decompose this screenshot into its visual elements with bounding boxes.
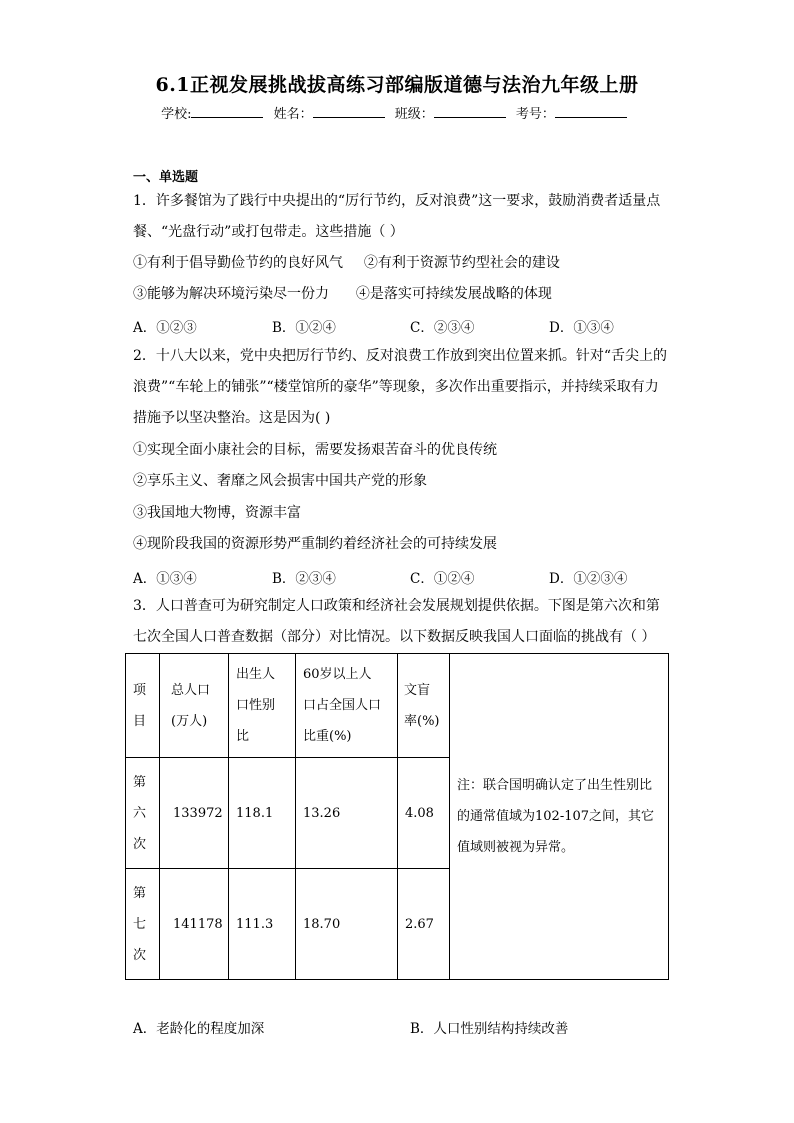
table-cell: 118.1	[229, 758, 296, 869]
table-header-row	[126, 654, 669, 758]
table-note: 注：联合国明确认定了出生性别比的通常值域为102-107之间，其它值域则被视为异常。	[450, 654, 669, 980]
number-blank[interactable]	[555, 104, 627, 118]
q1-item-row1	[133, 253, 560, 273]
q3-option-b[interactable]: B．人口性别结构持续改善	[410, 1021, 569, 1037]
table-cell: 2.67	[398, 869, 450, 980]
q2-item2: ②享乐主义、奢靡之风会损害中国共产党的形象	[133, 473, 427, 489]
q1-option-b[interactable]: B．①②④	[272, 320, 336, 336]
q1-option-d[interactable]: D．①③④	[549, 320, 614, 336]
table-header-cell: 项 目	[126, 654, 160, 758]
table-cell: 13.26	[296, 758, 398, 869]
table-cell: 141178	[160, 869, 229, 980]
table-cell: 111.3	[229, 869, 296, 980]
table-header-cell: 60岁以上人 口占全国人口 比重(%)	[296, 654, 398, 758]
section-title: 一、单选题	[133, 170, 199, 185]
q1-stem-line1: 1．许多餐馆为了践行中央提出的“厉行节约，反对浪费”这一要求，鼓励消费者适量点	[133, 193, 661, 209]
q1-option-a[interactable]: A．①②③	[133, 320, 197, 336]
q1-option-c[interactable]: C．②③④	[410, 320, 475, 336]
name-blank[interactable]	[313, 104, 385, 118]
class-blank[interactable]	[434, 104, 506, 118]
q1-item3: ③能够为解决环境污染尽一份力	[133, 286, 329, 302]
q3-stem-line2: 七次全国人口普查数据（部分）对比情况。以下数据反映我国人口面临的挑战有（ ）	[133, 629, 656, 645]
q1-item2: ②有利于资源节约型社会的建设	[363, 255, 560, 271]
q2-item1: ①实现全面小康社会的目标，需要发扬艰苦奋斗的优良传统	[133, 442, 497, 458]
school-label: 学校:	[161, 107, 192, 122]
school-blank[interactable]	[191, 104, 263, 118]
q2-stem-line3: 措施予以坚决整治。这是因为( )	[133, 410, 331, 426]
table-cell: 第 七 次	[126, 869, 160, 980]
class-label: 班级：	[394, 107, 434, 122]
q3-option-a[interactable]: A．老龄化的程度加深	[133, 1021, 265, 1037]
table-cell: 133972	[160, 758, 229, 869]
page-title: 6.1正视发展挑战拔高练习部编版道德与法治九年级上册	[155, 74, 639, 96]
q2-stem-line1: 2．十八大以来，党中央把厉行节约、反对浪费工作放到突出位置来抓。针对“舌尖上的	[133, 348, 668, 364]
q2-option-c[interactable]: C．①②④	[410, 571, 475, 587]
table-cell: 第 六 次	[126, 758, 160, 869]
q2-option-d[interactable]: D．①②③④	[549, 571, 628, 587]
student-info-row	[0, 103, 794, 122]
table-cell: 18.70	[296, 869, 398, 980]
q1-item4: ④是落实可持续发展战略的体现	[355, 286, 552, 302]
q3-stem-line1: 3．人口普查可为研究制定人口政策和经济社会发展规划提供依据。下图是第六次和第	[133, 598, 660, 614]
census-table	[125, 653, 669, 980]
table-header-cell: 文盲 率(%)	[398, 654, 450, 758]
table-header-cell: 总人口 (万人)	[160, 654, 229, 758]
q2-stem-line2: 浪费”“车轮上的铺张”“楼堂馆所的豪华”等现象，多次作出重要指示，并持续采取有力	[133, 379, 659, 395]
q1-item-row2	[133, 284, 552, 304]
q2-item3: ③我国地大物博，资源丰富	[133, 505, 301, 521]
q2-option-b[interactable]: B．②③④	[272, 571, 336, 587]
table-cell: 4.08	[398, 758, 450, 869]
table-header-cell: 出生人 口性别 比	[229, 654, 296, 758]
q1-stem-line2: 餐、“光盘行动”或打包带走。这些措施（ ）	[133, 224, 404, 240]
q2-option-a[interactable]: A．①③④	[133, 571, 197, 587]
name-label: 姓名：	[273, 107, 313, 122]
q1-item1: ①有利于倡导勤俭节约的良好风气	[133, 255, 343, 271]
number-label: 考号：	[515, 107, 555, 122]
q2-item4: ④现阶段我国的资源形势严重制约着经济社会的可持续发展	[133, 536, 497, 552]
